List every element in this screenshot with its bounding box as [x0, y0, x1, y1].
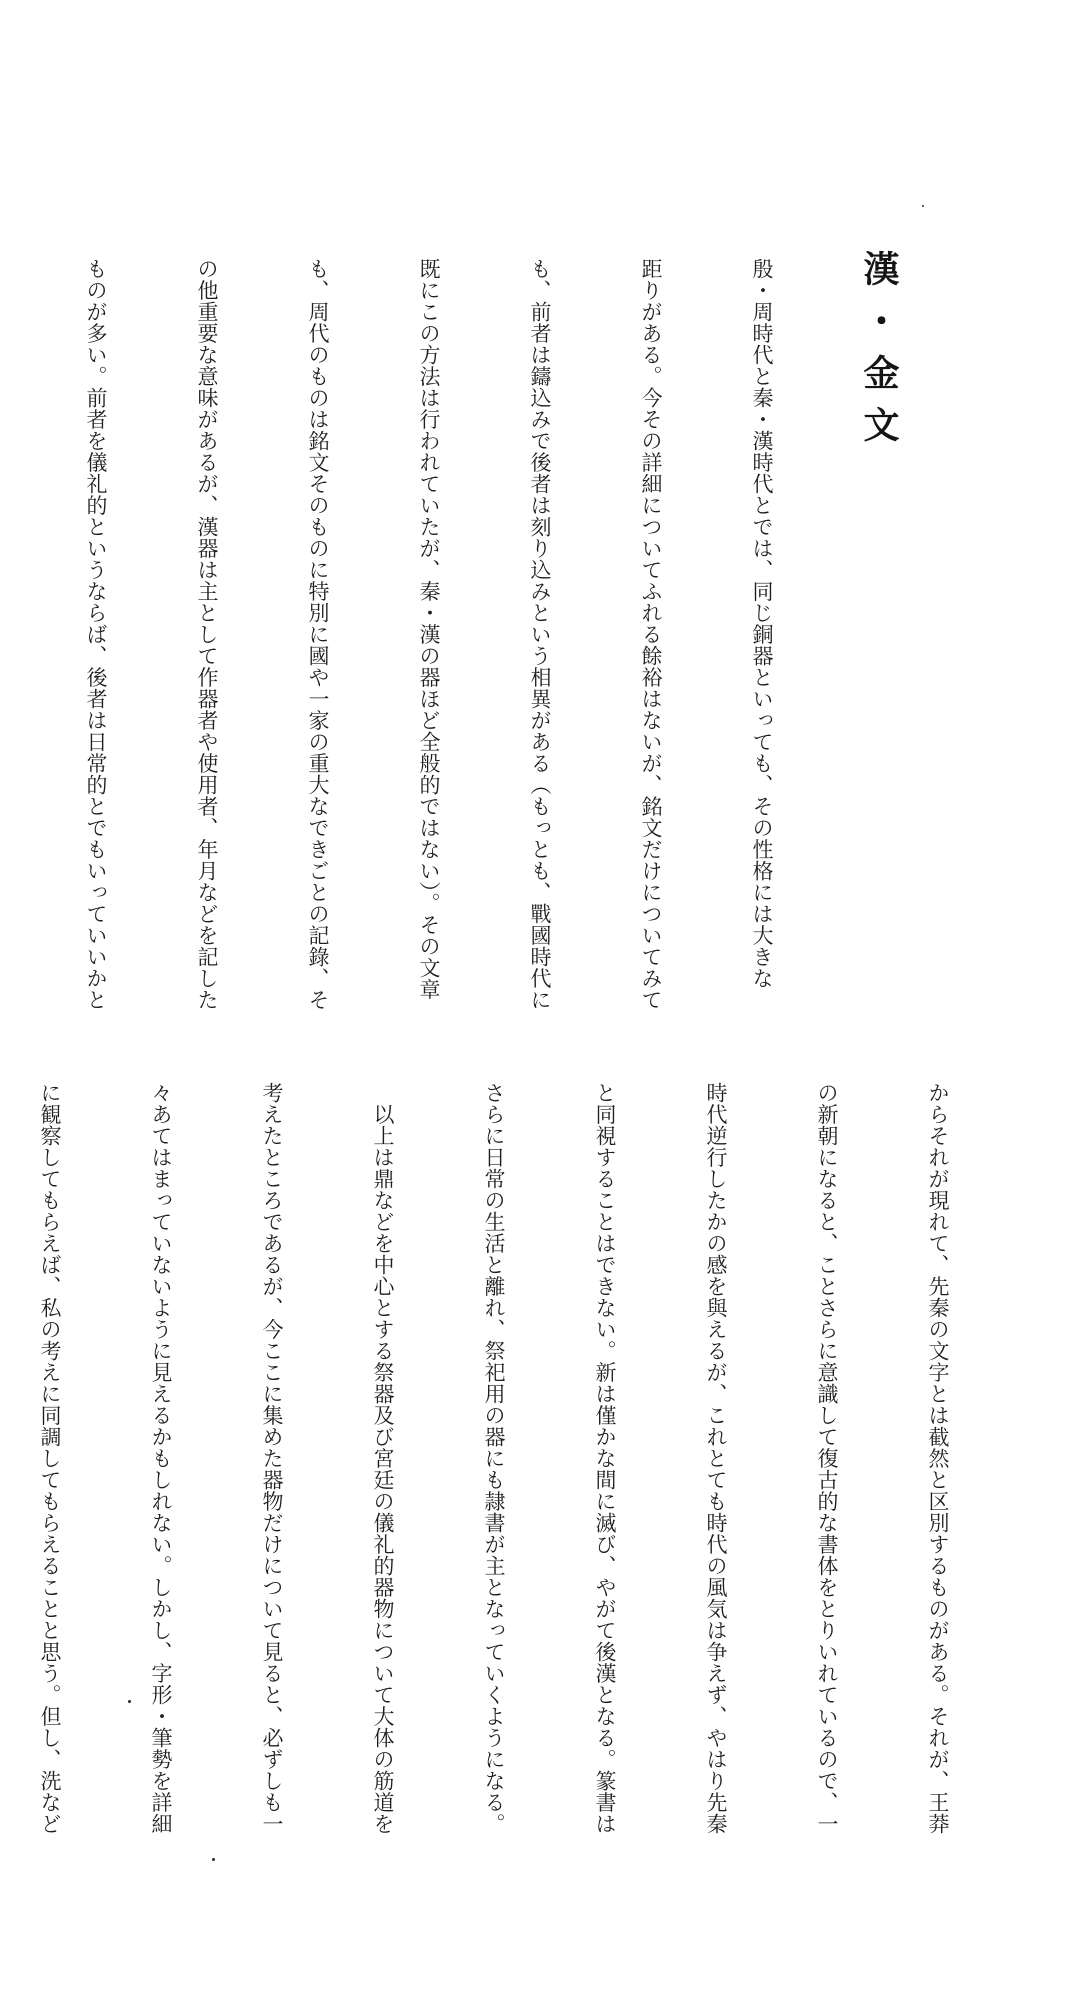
print-speck [128, 1700, 131, 1703]
page-title: 漢・金文 [858, 250, 900, 458]
text-line: 考えたところであるが、今ここに集めた器物だけについて見ると、必ずしも一 [260, 1082, 284, 1835]
text-line: 々あてはまっていないように見えるかもしれない。しかし、字形・筆勢を詳細 [149, 1082, 173, 1835]
print-speck [212, 1858, 215, 1861]
text-line: も、周代のものは銘文そのものに特別に國や一家の重大なできごとの記錄、そ [306, 258, 330, 1011]
text-line: 既にこの方法は行われていたが、秦・漢の器ほど全般的ではない）。その文章 [417, 258, 441, 1000]
text-line: 以上は鼎などを中心とする祭器及び宮廷の儀礼的器物について大体の筋道を [371, 1082, 395, 1835]
text-line: さらに日常の生活と離れ、祭祀用の器にも隷書が主となっていくようになる。 [482, 1082, 506, 1835]
text-line: ものが多い。前者を儀礼的というならば、後者は日常的とでもいっていいかと [84, 258, 108, 1011]
text-line: 殷・周時代と秦・漢時代とでは、同じ銅器といっても、その性格には大きな [750, 258, 774, 989]
print-speck [922, 205, 924, 207]
text-line: の新朝になると、ことさらに意識して復古的な書体をとりいれているので、一 [815, 1082, 839, 1835]
text-line [0, 258, 3, 958]
text-line: に観察してもらえば、私の考えに同調してもらえることと思う。但し、洗など [38, 1082, 62, 1835]
text-line: の他重要な意味があるが、漢器は主として作器者や使用者、年月などを記した [195, 258, 219, 1011]
text-line: と同視することはできない。新は僅かな間に滅び、やがて後漢となる。篆書は [593, 1082, 617, 1835]
body-text-lower [38, 1082, 1030, 1835]
body-text-upper [84, 258, 854, 1011]
text-line: も、前者は鑄込みで後者は刻り込みという相異がある（もっとも、戰國時代に [528, 258, 552, 1011]
text-line: からそれが現れて、先秦の文字とは截然と区別するものがある。それが、王莽 [926, 1082, 950, 1835]
text-line: 距りがある。今その詳細についてふれる餘裕はないが、銘文だけについてみて [639, 258, 663, 1011]
text-line: 時代逆行したかの感を與えるが、これとても時代の風気は争えず、やはり先秦 [704, 1082, 728, 1835]
